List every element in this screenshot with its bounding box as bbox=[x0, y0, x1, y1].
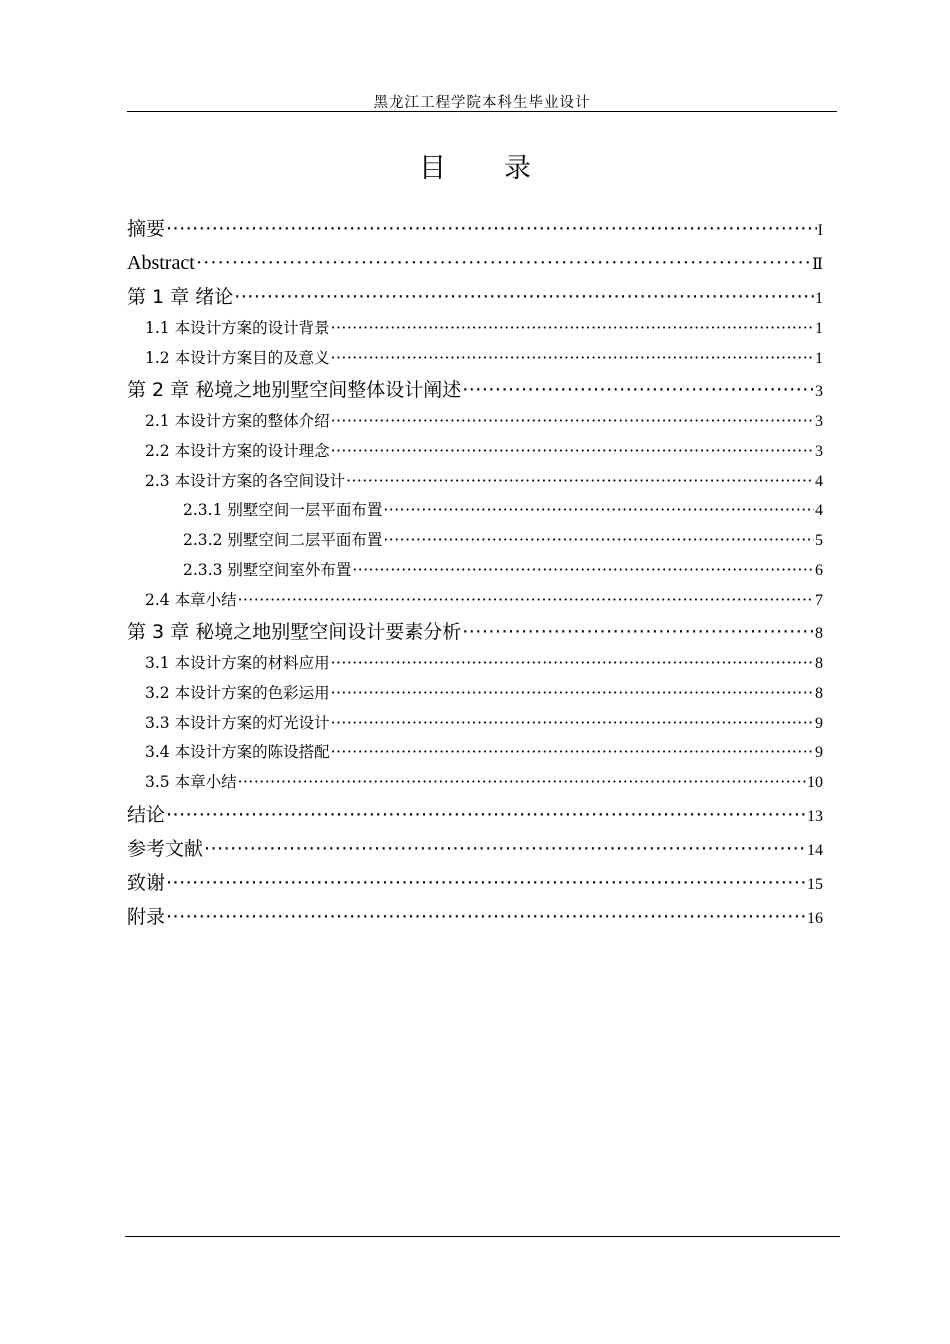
toc-entry-chapter-3[interactable] bbox=[127, 615, 823, 649]
toc-entry-label: 2.1 本设计方案的整体介绍 bbox=[145, 412, 330, 431]
toc-entry-page: 6 bbox=[815, 561, 823, 579]
dot-leader bbox=[234, 280, 814, 314]
toc-entry-page: I bbox=[817, 222, 823, 239]
toc-entry-page: 1 bbox=[815, 290, 823, 307]
toc-entry-label: 3.2 本设计方案的色彩运用 bbox=[145, 683, 330, 702]
toc-entry-label: Abstract bbox=[127, 252, 195, 274]
toc-entry-section-3-5[interactable] bbox=[127, 768, 823, 798]
dot-leader bbox=[238, 768, 806, 798]
toc-entry-label: 2.2 本设计方案的设计理念 bbox=[145, 442, 330, 461]
toc-entry-label: 3.5 本章小结 bbox=[145, 772, 237, 791]
toc-entry-label: 摘要 bbox=[127, 218, 166, 240]
toc-entry-label: 1.2 本设计方案目的及意义 bbox=[145, 348, 330, 367]
toc-entry-appendix[interactable] bbox=[127, 900, 823, 934]
toc-entry-label: 参考文献 bbox=[127, 837, 204, 860]
toc-entry-acknowledgements[interactable] bbox=[127, 866, 823, 900]
table-of-contents bbox=[127, 212, 823, 934]
toc-entry-page: 8 bbox=[815, 625, 823, 643]
running-header: 黑龙江工程学院本科生毕业设计 bbox=[373, 95, 591, 111]
toc-entry-label: 2.4 本章小结 bbox=[145, 590, 237, 609]
toc-entry-section-3-4[interactable] bbox=[127, 738, 823, 768]
dot-leader bbox=[166, 212, 817, 246]
toc-entry-page: 1 bbox=[815, 320, 823, 337]
toc-entry-label: 第 3 章 秘境之地别墅空间设计要素分析 bbox=[127, 621, 462, 644]
toc-entry-section-3-2[interactable] bbox=[127, 679, 823, 709]
dot-leader bbox=[352, 556, 814, 586]
dot-leader bbox=[196, 246, 811, 280]
toc-entry-label: 1.1 本设计方案的设计背景 bbox=[145, 319, 330, 337]
title-char-2: 录 bbox=[504, 153, 531, 184]
toc-entry-label: 第 1 章 绪论 bbox=[127, 286, 234, 308]
toc-entry-page: 13 bbox=[807, 807, 823, 825]
toc-entry-page: 8 bbox=[815, 684, 823, 702]
dot-leader bbox=[331, 407, 814, 437]
toc-entry-page: 5 bbox=[815, 532, 823, 550]
toc-entry-page: 7 bbox=[815, 591, 823, 609]
toc-entry-label: 3.1 本设计方案的材料应用 bbox=[145, 654, 330, 673]
toc-entry-page: 3 bbox=[815, 413, 823, 431]
dot-leader bbox=[383, 526, 814, 556]
toc-entry-page: 15 bbox=[807, 875, 823, 893]
toc-entry-label: 3.4 本设计方案的陈设搭配 bbox=[145, 743, 330, 762]
toc-entry-section-2-1[interactable] bbox=[127, 407, 823, 437]
toc-entry-section-1-1[interactable] bbox=[127, 314, 823, 344]
toc-entry-label: 2.3.1 别墅空间一层平面布置 bbox=[183, 501, 383, 520]
header-divider bbox=[127, 111, 837, 112]
dot-leader bbox=[346, 467, 814, 497]
dot-leader bbox=[462, 373, 814, 407]
toc-entry-label: 3.3 本设计方案的灯光设计 bbox=[145, 713, 330, 732]
toc-entry-section-3-1[interactable] bbox=[127, 649, 823, 679]
dot-leader bbox=[238, 586, 814, 616]
toc-entry-abstract-en[interactable] bbox=[127, 246, 823, 280]
dot-leader bbox=[331, 649, 814, 679]
dot-leader bbox=[166, 900, 806, 934]
dot-leader bbox=[166, 798, 806, 832]
dot-leader bbox=[383, 496, 814, 526]
toc-entry-section-2-3-3[interactable] bbox=[127, 556, 823, 586]
dot-leader bbox=[462, 615, 814, 649]
toc-entry-page: 8 bbox=[815, 655, 823, 673]
page-title bbox=[0, 146, 950, 185]
toc-entry-page: Ⅱ bbox=[812, 256, 823, 273]
toc-entry-abstract-cn[interactable] bbox=[127, 212, 823, 246]
toc-entry-section-2-3-1[interactable] bbox=[127, 496, 823, 526]
dot-leader bbox=[331, 437, 814, 467]
toc-entry-page: 3 bbox=[815, 443, 823, 461]
toc-entry-label: 致谢 bbox=[127, 871, 166, 894]
dot-leader bbox=[204, 832, 806, 866]
title-char-1: 目 bbox=[419, 153, 446, 184]
toc-entry-section-1-2[interactable] bbox=[127, 344, 823, 374]
toc-entry-page: 9 bbox=[815, 714, 823, 732]
toc-entry-page: 4 bbox=[815, 472, 823, 490]
toc-entry-page: 4 bbox=[815, 502, 823, 520]
dot-leader bbox=[331, 709, 814, 739]
toc-entry-label: 第 2 章 秘境之地别墅空间整体设计阐述 bbox=[127, 379, 462, 402]
toc-entry-chapter-2[interactable] bbox=[127, 373, 823, 407]
toc-entry-label: 附录 bbox=[127, 905, 166, 928]
toc-entry-page: 1 bbox=[815, 349, 823, 367]
dot-leader bbox=[331, 344, 814, 374]
dot-leader bbox=[331, 314, 814, 344]
toc-entry-chapter-1[interactable] bbox=[127, 280, 823, 314]
toc-entry-references[interactable] bbox=[127, 832, 823, 866]
toc-entry-page: 14 bbox=[807, 841, 823, 859]
toc-entry-section-2-3-2[interactable] bbox=[127, 526, 823, 556]
toc-entry-section-2-4[interactable] bbox=[127, 586, 823, 616]
toc-entry-page: 10 bbox=[807, 773, 823, 791]
footer-divider bbox=[125, 1236, 840, 1237]
dot-leader bbox=[331, 738, 814, 768]
toc-entry-section-2-3[interactable] bbox=[127, 467, 823, 497]
toc-entry-page: 3 bbox=[815, 383, 823, 401]
toc-entry-page: 9 bbox=[815, 744, 823, 762]
toc-entry-label: 结论 bbox=[127, 803, 166, 826]
dot-leader bbox=[331, 679, 814, 709]
toc-entry-section-3-3[interactable] bbox=[127, 709, 823, 739]
dot-leader bbox=[166, 866, 806, 900]
toc-entry-label: 2.3.2 别墅空间二层平面布置 bbox=[183, 531, 383, 550]
toc-entry-label: 2.3 本设计方案的各空间设计 bbox=[145, 471, 346, 490]
toc-entry-label: 2.3.3 别墅空间室外布置 bbox=[183, 560, 352, 579]
toc-entry-section-2-2[interactable] bbox=[127, 437, 823, 467]
toc-entry-conclusion[interactable] bbox=[127, 798, 823, 832]
toc-entry-page: 16 bbox=[807, 909, 823, 927]
